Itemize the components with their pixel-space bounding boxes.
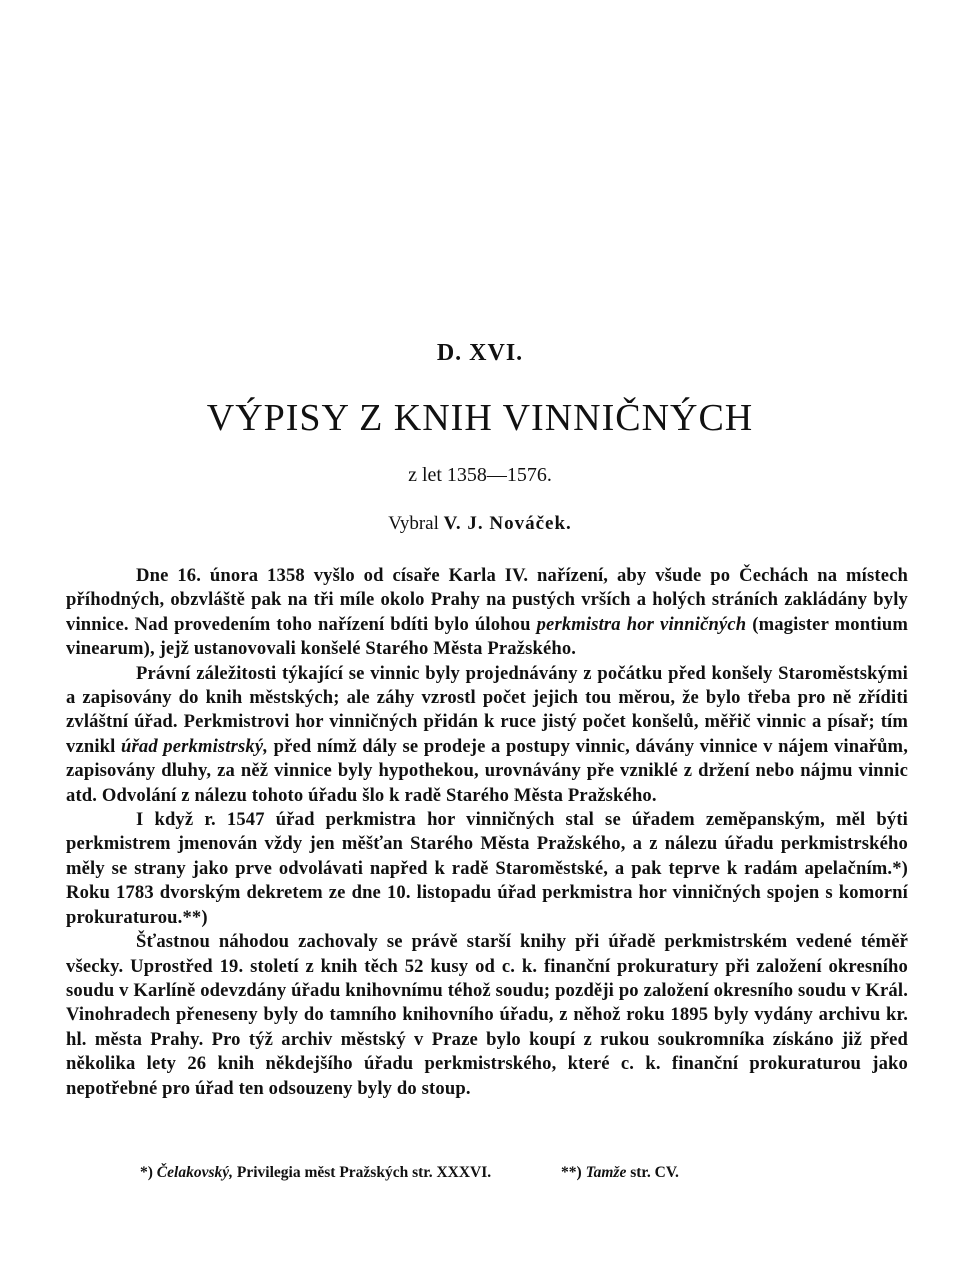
footnote-mark: *) <box>140 1164 153 1181</box>
footnote-text: str. CV. <box>626 1164 679 1181</box>
byline-prefix: Vybral <box>388 513 439 534</box>
footnote-author: Tamže <box>585 1164 627 1181</box>
footnote-mark: **) <box>561 1164 582 1181</box>
section-number: D. XVI. <box>436 340 524 366</box>
paragraph <box>66 662 908 808</box>
footnote-author: Čelakovský, <box>156 1164 233 1181</box>
paragraph-text: před nímž dály se prodeje a postupy vinnic, dávány vinnice v nájem vinařům, zapisovány dluhy, za něž vinnice byly hypothekou, urovnávány pře vzniklé z držení nebo nájmu vinnic atd. Odvolání z nálezu tohoto úřadu šlo k radě Starého Města Pražského. <box>66 735 908 806</box>
paragraph-text: Právní záležitosti týkající se vinnic byly projednávány z počátku před konšely Staroměstskými a zapisovány do knih městských; ale záhy vzrostl počet jejich tou měrou, že bylo třeba pro ně zříditi zvláštní úřad. Perkmistrovi hor vinničných přidán k ruce jistý počet konšelů, měřič vinnic a písař; tím vznikl <box>66 662 908 757</box>
byline-author: V. J. Nováček. <box>443 513 572 534</box>
paragraph-emphasis: perkmistra hor vinničných <box>536 613 747 635</box>
byline <box>0 513 960 535</box>
body-text <box>66 564 908 1101</box>
paragraph-text: Dne 16. února 1358 vyšlo od císaře Karla IV. nařízení, aby všude po Čechách na místech příhodných, obzvláště pak na tři míle okolo Prahy na pustých vrších a holých stráních zakládány byly vinnice. Nad provedením toho nařízení bdíti bylo úlohou <box>66 565 908 635</box>
footnote <box>561 1164 679 1182</box>
chapter-title: VÝPISY Z KNIH VINNIČNÝCH <box>206 397 754 439</box>
footnotes <box>140 1164 840 1182</box>
paragraph-text: I když r. 1547 úřad perkmistra hor vinničných stal se úřadem zeměpanským, měl býti perkmistrem jmenován vždy jen měšťan Starého Města Pražského, a z nálezu úřadu perkmistrského měly se strany jako prve odvolávati napřed k radě Staroměstské, a pak teprve k radám apelačním.*) Roku 1783 dvorským dekretem ze dne 10. listopadu úřad perkmistra hor vinničných spojen s komorní prokuraturou.**) <box>66 809 908 928</box>
paragraph-emphasis: úřad perkmistrský, <box>121 735 269 757</box>
paragraph-text: (magister montium vinearum), jejž ustanovovali konšelé Starého Města Pražského. <box>66 613 908 660</box>
paragraph <box>66 930 908 1101</box>
paragraph-text: Šťastnou náhodou zachovaly se právě starší knihy při úřadě perkmistrském vedené téměř všecky. Uprostřed 19. století z knih těch 52 kusy od c. k. finanční prokuratury při založení okresního soudu v Karlíně odevzdány úřadu knihovnímu téhož soudu; později po založení okresního soudu v Král. Vinohradech přeneseny byly do tamního knihovního úřadu, z něhož roku 1895 byly vydány archivu kr. hl. města Prahy. Pro týž archiv městský v Praze bylo koupí z rukou soukromníka získáno již před několika lety 26 knih někdejšího úřadu perkmistrského, které c. k. finanční prokuraturou jako nepotřebné pro úřad ten odsouzeny byly do stoup. <box>66 931 908 1099</box>
date-range: z let 1358—1576. <box>408 464 552 486</box>
footnote-text: Privilegia měst Pražských str. XXXVI. <box>233 1164 492 1181</box>
paragraph <box>66 808 908 930</box>
footnote <box>140 1164 491 1182</box>
paragraph <box>66 564 908 662</box>
